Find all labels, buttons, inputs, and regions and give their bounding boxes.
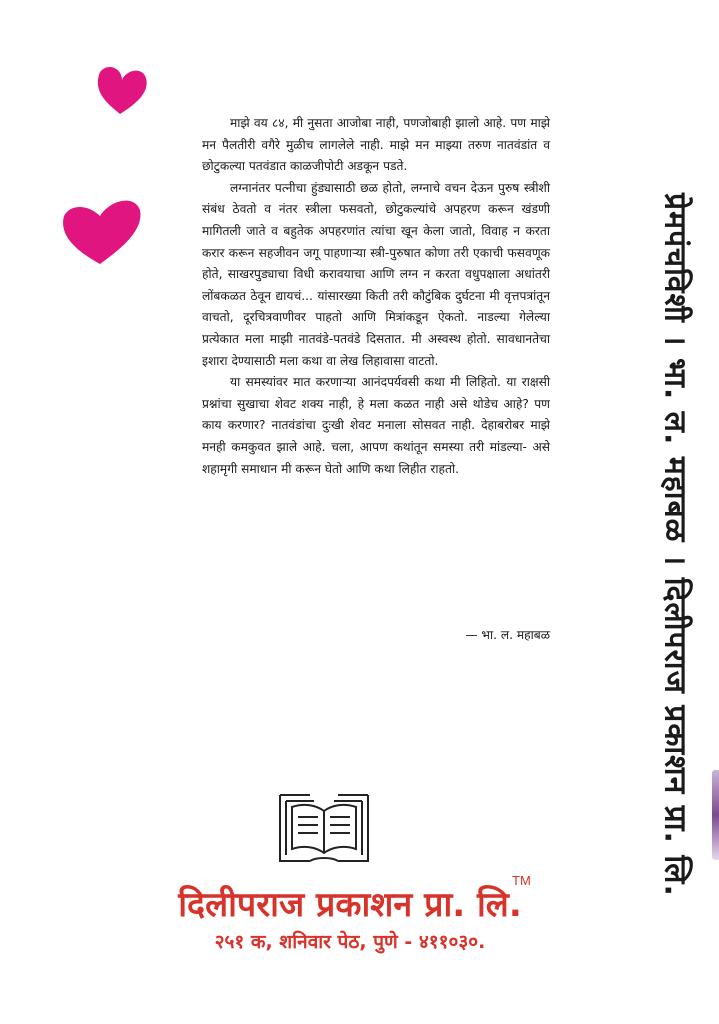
book-spine	[640, 150, 710, 940]
preface-text	[202, 113, 550, 480]
publisher-address: २५१ क, शनिवार पेठ, पुणे - ४११०३०.	[214, 931, 486, 953]
spine-edge-decoration	[712, 770, 719, 860]
author-signature: — भा. ल. महाबळ	[465, 628, 550, 642]
book-logo-icon	[274, 787, 374, 871]
heart-icon-middle	[60, 196, 142, 266]
spine-title: प्रेमपंचविशी । भा. ल. महाबळ । दिलीपराज प्रकाशन प्रा. लि.	[657, 193, 693, 897]
paragraph-1: माझे वय ८४, मी नुसता आजोबा नाही, पणजोबाही झालो आहे. पण माझे मन पैलतीरी वगैरे मुळीच लागलेले नाही. माझे मन माझ्या तरुण नातवंडांत व छोटुकल्या पतवंडात काळजीपोटी अडकून पडते.	[202, 116, 550, 174]
paragraph-3: या समस्यांवर मात करणाऱ्या आनंदपर्यवसी कथा मी लिहितो. या राक्षसी प्रश्नांचा सुखाचा शेवट शक्य नाही, हे मला कळत नाही असे थोडेच आहे? पण काय करणार? नातवंडांचा दुःखी शेवट मनाला सोसवत नाही. देहाबरोबर माझे मनही कमकुवत झाले आहे. चला, आपण कथांतून समस्या तरी मांडल्या- असे शहामृगी समाधान मी करून घेतो आणि कथा लिहीत राहतो.	[202, 375, 550, 476]
paragraph-2: लग्नानंतर पत्नीचा हुंड्यासाठी छळ होतो, लग्नाचे वचन देऊन पुरुष स्त्रीशी संबंध ठेवतो व नंतर स्त्रीला फसवतो, छोटुकल्यांचे अपहरण करून खंडणी मागितली जाते व बहुतेक अपहरणांत त्यांचा खून केला जातो, विवाह न करता करार करून सहजीवन जगू पाहणाऱ्या स्त्री-पुरुषात कोणा तरी एकाची फसवणूक होते, साखरपुड्याचा विधी करावयाचा आणि लग्न न करता वधुपक्षाला अधांतरी लोंबकळत ठेवून द्यायचं... यांसारख्या किती तरी कौटुंबिक दुर्घटना मी वृत्तपत्रांतून वाचतो, दूरचित्रवाणीवर पाहतो आणि मित्रांकडून ऐकतो. नाडल्या गेलेल्या प्रत्येकात मला माझी नातवंडे-पतवंडे दिसतात. मी अस्वस्थ होतो. सावधानतेचा इशारा देण्यासाठी मला कथा वा लेख लिहावासा वाटतो.	[202, 180, 550, 368]
trademark-symbol: TM	[512, 873, 531, 888]
publisher-name: दिलीपराज प्रकाशन प्रा. लि.	[178, 885, 522, 925]
heart-icon-top	[92, 64, 150, 116]
